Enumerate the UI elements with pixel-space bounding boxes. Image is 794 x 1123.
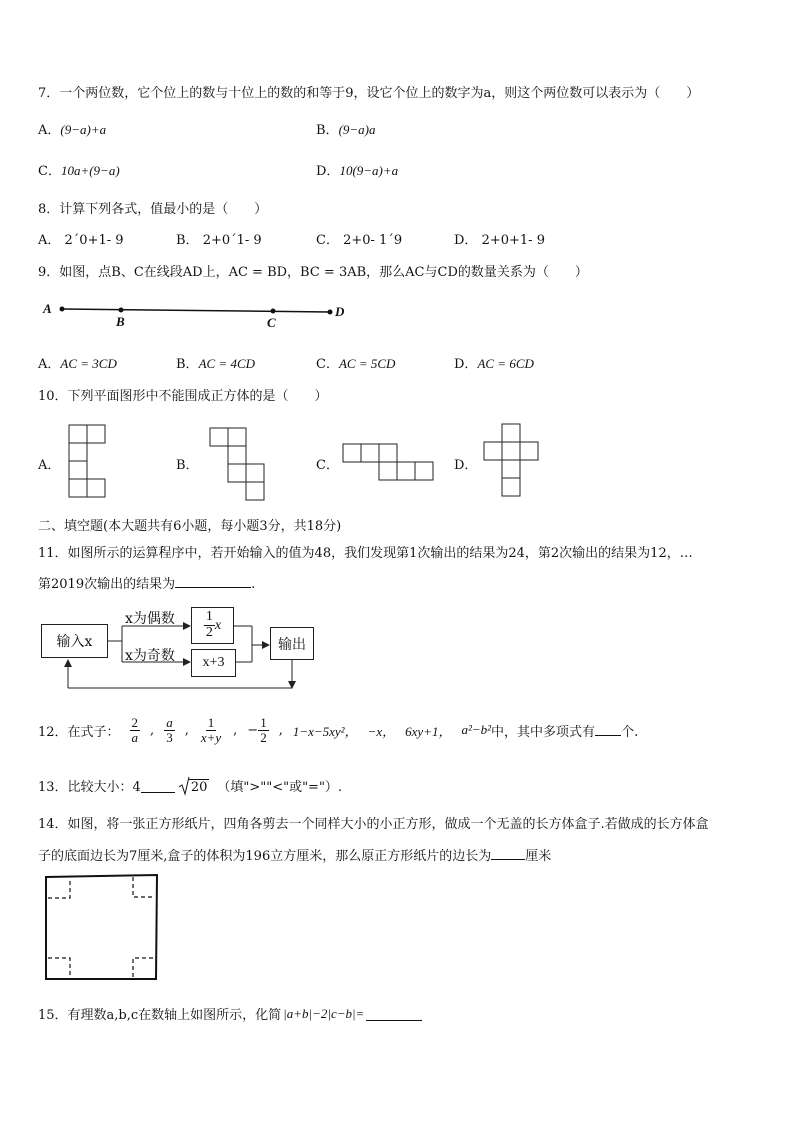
q10-option-b-label: B． — [176, 458, 199, 473]
answer-blank[interactable] — [366, 1006, 422, 1021]
option-label: A． — [38, 233, 61, 248]
half-variable: x — [214, 617, 222, 633]
q15-prefix: 15．有理数a,b,c在数轴上如图所示，化简 — [38, 1008, 282, 1023]
option-expr: AC = 4CD — [198, 356, 256, 371]
q13-prefix: 13．比较大小：4 — [38, 780, 141, 795]
flow-plus3-label: x+3 — [202, 655, 225, 670]
flow-even-label: x为偶数 — [125, 611, 175, 627]
expr-5: 1−x−5xy²， — [292, 723, 358, 739]
option-expr: 2+0´1- 9 — [202, 233, 262, 248]
flow-input-label: 输入x — [56, 634, 93, 650]
q12-line: 12．在式子： $\frac{2}{a}$ , $\frac{a}{3}$ , $\frac{1}{x+y}$ , − $\frac{1}{2}$ , 1−x−5xy²， −x， 6xy+1， a²−b² 中，其中多项式有 个. — [38, 714, 639, 745]
option-label: C． — [316, 233, 339, 248]
q10-option-d-label: D． — [454, 458, 478, 473]
option-expr: (9−a)+a — [60, 122, 107, 137]
q10-option-c-label: C． — [316, 458, 339, 473]
q9-stem: 9．如图，点B、C在线段AD上，AC = BD，BC = 3AB，那么AC与CD的数量关系为（ ） — [38, 265, 588, 280]
option-expr: 10(9−a)+a — [339, 163, 399, 178]
fraction-numerator: 1 — [205, 609, 213, 625]
q12-prefix: 12．在式子： — [38, 724, 120, 740]
option-expr: AC = 3CD — [60, 356, 117, 371]
fraction-denominator: x+y — [200, 729, 222, 745]
expr-8: a²−b² — [461, 722, 492, 737]
flow-output-label: 输出 — [278, 636, 306, 653]
option-expr: (9−a)a — [338, 122, 376, 137]
q14-text: 子的底面边长为7厘米,盒子的体积为196立方厘米，那么原正方形纸片的边长为 — [38, 849, 492, 864]
q12-suffix-end: 个. — [621, 724, 639, 740]
q8-stem: 8．计算下列各式，值最小的是（ ） — [38, 202, 268, 217]
fraction-numerator: 2 — [131, 714, 139, 730]
q13-suffix: （填">""<"或"="）. — [217, 780, 343, 795]
expr-7: 6xy+1， — [405, 723, 452, 739]
section-title: 二、填空题(本大题共有6小题，每小题3分，共18分) — [38, 519, 342, 534]
option-label: B． — [176, 233, 199, 248]
label-b: B — [116, 314, 125, 329]
option-label: B． — [316, 123, 339, 138]
option-label: C． — [316, 357, 339, 372]
fraction-denominator: a — [131, 729, 139, 745]
q10-stem: 10．下列平面图形中不能围成正方体的是（ ） — [38, 389, 328, 404]
fraction-sign: − — [247, 722, 259, 738]
fraction-denominator: 2 — [205, 625, 213, 640]
fraction-denominator: 2 — [260, 729, 267, 745]
q11-stem-text: 第2019次输出的结果为 — [38, 577, 176, 592]
radicand: 20 — [190, 779, 208, 795]
label-a: A — [43, 301, 52, 316]
q12-suffix: 中，其中多项式有 — [491, 724, 596, 740]
q11-stem-line1: 11．如图所示的运算程序中，若开始输入的值为48，我们发现第1次输出的结果为24，第2次输出的结果为12，… — [38, 546, 693, 561]
option-label: D． — [454, 233, 478, 248]
flow-odd-label: x为奇数 — [125, 648, 175, 664]
fraction-numerator: 1 — [207, 714, 215, 730]
q15-line — [38, 1004, 422, 1023]
option-label: A． — [38, 357, 61, 372]
fraction-numerator: 1 — [260, 714, 267, 730]
expr-6: −x， — [367, 723, 396, 739]
q14-unit: 厘米 — [525, 849, 552, 864]
option-expr: 2´0+1- 9 — [64, 233, 124, 248]
fraction-denominator: 3 — [166, 729, 173, 745]
label-c: C — [267, 315, 276, 330]
option-expr: 2+0- 1´9 — [343, 233, 403, 248]
option-label: C． — [38, 164, 61, 179]
option-expr: 10a+(9−a) — [60, 163, 120, 178]
option-expr: 2+0+1- 9 — [481, 233, 545, 248]
option-label: D． — [316, 164, 340, 179]
q10-option-a-label: A． — [38, 458, 61, 473]
option-label: A． — [38, 123, 61, 138]
option-label: B． — [176, 357, 199, 372]
option-expr: AC = 5CD — [338, 356, 396, 371]
label-d: D — [335, 304, 345, 319]
q14-line1: 14．如图，将一张正方形纸片，四角各剪去一个同样大小的小正方形，做成一个无盖的长方体盒子.若做成的长方体盒 — [38, 817, 709, 832]
fraction-numerator: a — [166, 714, 173, 730]
option-expr: AC = 6CD — [477, 356, 534, 371]
q11-stem-end: . — [251, 577, 256, 592]
option-label: D． — [454, 357, 478, 372]
q15-expression: |a+b|−2|c−b|= — [283, 1005, 365, 1021]
q7-stem: 7．一个两位数，它个位上的数与十位上的数的和等于9，设它个位上的数字为a，则这个两位数可以表示为（ ） — [38, 86, 700, 101]
